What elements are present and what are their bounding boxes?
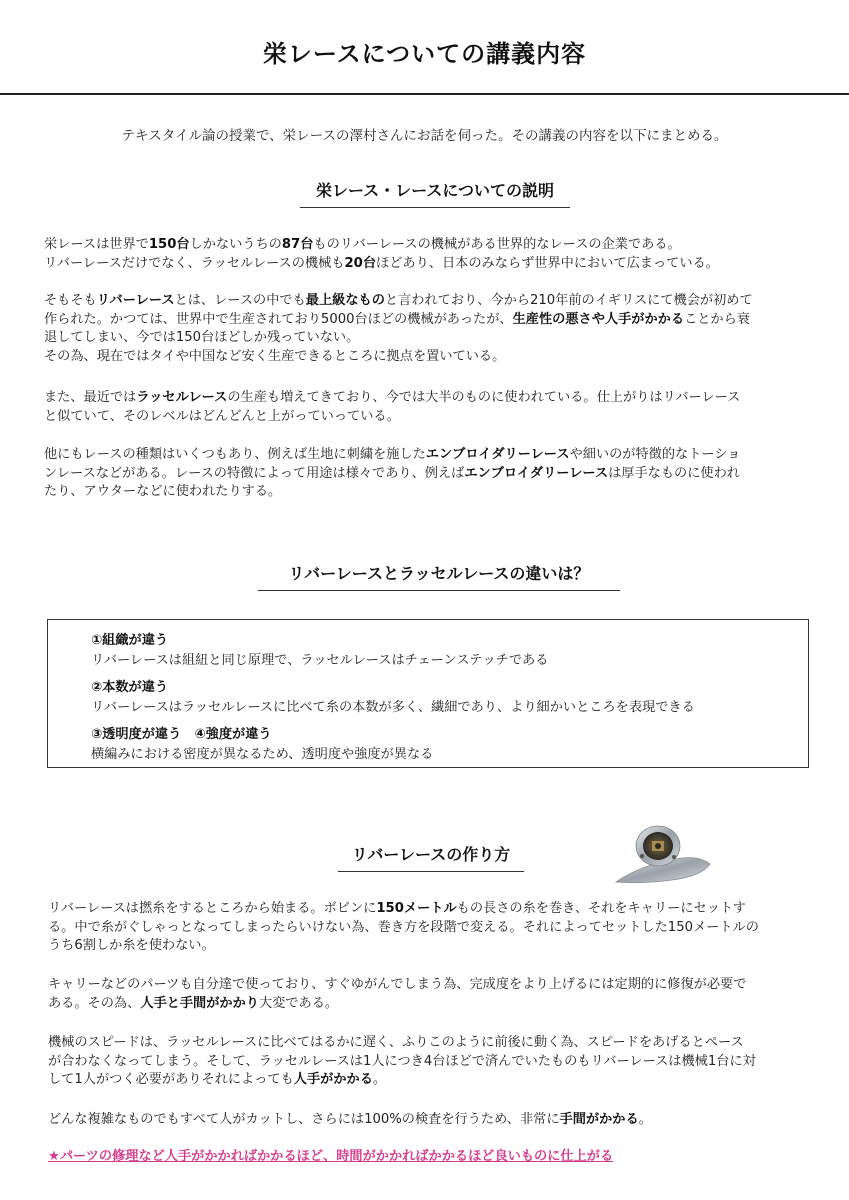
title-divider [0, 93, 849, 95]
difference-heading-thread-count: ②本数が違う [91, 680, 169, 695]
bobbin-image [612, 824, 712, 888]
difference-text-transparency-strength: 横編みにおける密度が異なるため、透明度や強度が異なる [91, 747, 434, 762]
difference-heading-transparency-strength: ③透明度が違う ④強度が違う [91, 727, 272, 742]
paragraph-leavers-lace: そもそもリバーレースとは、レースの中でも最上級なものと言われており、今から210年前のイギリスにて機会が初めて 作られた。かつては、世界中で生産されており5000台ほどの機械があったが、生産性の悪さや人手がかかることから衰 退してしまい、今では150台ほどしか残っていない。 その為、現在ではタイや中国など安く生産できるところに拠点を置いている。 [44, 293, 753, 364]
highlight-conclusion: ★パーツの修理など人手がかかればかかるほど、時間がかかればかかるほど良いものに仕上がる [48, 1149, 614, 1164]
section-divider [300, 207, 570, 208]
section-heading-differences: リバーレースとラッセルレースの違いは？ [288, 564, 590, 583]
section-heading-lace-explanation: 栄レース・レースについての説明 [315, 181, 555, 200]
paragraph-machine-speed: 機械のスピードは、ラッセルレースに比べてはるかに遅く、ふりこのように前後に動く為、スピードをあげるとペース が合わなくなってしまう。そして、ラッセルレースは1人につき4台ほどで済んでいたものもリバーレースは機械1台に対 して1人がつく必要がありそれによっても人手がかかる。 [48, 1035, 756, 1087]
section-heading-how-to-make: リバーレースの作り方 [351, 845, 511, 864]
difference-text-thread-count: リバーレースはラッセルレースに比べて糸の本数が多く、繊細であり、より細かいところを表現できる [91, 700, 695, 715]
page-title: 栄レースについての講義内容 [262, 40, 587, 68]
paragraph-twisting-process: リバーレースは撚糸をするところから始まる。ボビンに150メートルもの長さの糸を巻き、それをキャリーにセットす る。中で糸がぐしゃっとなってしまったらいけない為、巻き方を段階で変える。それによってセットした150メートルの うち6割しか糸を使わない。 [48, 901, 759, 953]
intro-text: テキスタイル論の授業で、栄レースの澤村さんにお話を伺った。その講義の内容を以下にまとめる。 [121, 128, 728, 144]
differences-box [47, 619, 809, 768]
paragraph-other-lace-types: 他にもレースの種類はいくつもあり、例えば生地に刺繍を施したエンブロイダリーレースや細いのが特徴的なトーショ ンレースなどがある。レースの特徴によって用途は様々であり、例えばエンブロイダリーレースは厚手なものに使われ たり、アウターなどに使われたりする。 [44, 447, 741, 499]
difference-heading-structure: ①組織が違う [91, 633, 169, 648]
paragraph-company-overview: 栄レースは世界で150台しかないうちの87台ものリバーレースの機械がある世界的なレースの企業である。 リバーレースだけでなく、ラッセルレースの機械も20台ほどあり、日本のみならず世界中において広まっている。 [44, 237, 719, 271]
paragraph-parts-maintenance: キャリーなどのパーツも自分達で使っており、すぐゆがんでしまう為、完成度をより上げるには定期的に修復が必要で ある。その為、人手と手間がかかり大変である。 [48, 977, 747, 1011]
paragraph-raschel-lace: また、最近ではラッセルレースの生産も増えてきており、今では大半のものに使われている。仕上がりはリバーレース と似ていて、そのレベルはどんどんと上がっていっている。 [44, 390, 741, 424]
difference-text-structure: リバーレースは組紐と同じ原理で、ラッセルレースはチェーンステッチである [91, 653, 549, 668]
section-divider [258, 590, 620, 591]
section-divider [338, 871, 524, 872]
paragraph-cutting-inspection: どんな複雑なものでもすべて人がカットし、さらには100%の検査を行うため、非常に手間がかかる。 [48, 1112, 652, 1127]
